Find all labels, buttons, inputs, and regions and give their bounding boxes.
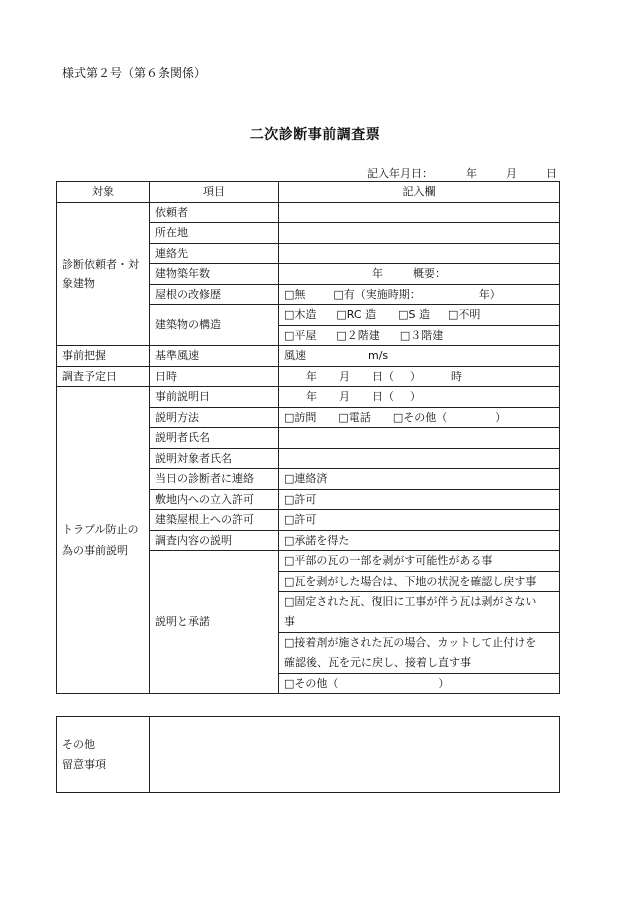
roof-yes-checkbox[interactable]: □有（実施時期：	[333, 287, 421, 301]
structure-steel-checkbox[interactable]: □S 造	[398, 308, 430, 321]
label-client: 依頼者	[150, 203, 279, 223]
survey-day: 日（	[372, 369, 394, 383]
field-prior-date[interactable]	[279, 387, 560, 408]
consent-item-3-line2: 事	[284, 615, 295, 628]
method-phone-checkbox[interactable]: □電話	[338, 410, 371, 424]
consent-item-other[interactable]	[279, 674, 560, 694]
field-client[interactable]	[279, 203, 560, 223]
category-trouble-prevention: トラブル防止の為の事前説明	[57, 387, 150, 694]
prior-month: 月	[339, 390, 350, 403]
label-site-entry: 敷地内への立入許可	[150, 490, 279, 510]
field-target-person[interactable]	[279, 449, 560, 469]
label-datetime: 日時	[150, 367, 279, 387]
field-structure-stories	[279, 326, 560, 346]
label-content-explained: 調査内容の説明	[150, 531, 279, 551]
label-explanation-consent: 説明と承諾	[150, 551, 279, 694]
consent-item-2[interactable]: □瓦を剥がした場合は、下地の状況を確認し戻す事	[279, 572, 560, 592]
other-notes-label-line2: 留意事項	[62, 757, 106, 771]
consent-item-4-line1: □接着剤が施された瓦の場合、カットして止付けを	[284, 636, 537, 649]
stories-one-checkbox[interactable]: □平屋	[284, 328, 317, 342]
survey-month: 月	[339, 369, 350, 383]
roof-none-checkbox[interactable]: □無	[284, 287, 306, 301]
other-notes-label	[57, 717, 150, 793]
consent-item-1[interactable]: □平部の瓦の一部を剥がす可能性がある事	[279, 551, 560, 572]
other-notes-field[interactable]	[150, 717, 560, 793]
consent-other-open: □その他（	[284, 676, 339, 690]
label-roof-permission: 建築屋根上への許可	[150, 510, 279, 531]
field-roof-history	[279, 285, 560, 305]
prior-day-close: ）	[410, 390, 421, 403]
label-wind-speed: 基準風速	[150, 346, 279, 367]
field-contact[interactable]	[279, 244, 560, 264]
label-target-person: 説明対象者氏名	[150, 449, 279, 469]
wind-speed-unit: m/s	[368, 349, 389, 362]
roof-permission-checkbox[interactable]: □許可	[279, 510, 560, 531]
form-number: 様式第２号（第６条関係）	[62, 66, 207, 80]
field-building-age[interactable]	[279, 264, 560, 285]
stories-two-checkbox[interactable]: □２階建	[336, 328, 380, 342]
consent-item-4-line2: 確認後、瓦を元に戻し、接着し直す事	[284, 656, 471, 669]
survey-day-close: ）	[410, 369, 421, 383]
stories-three-checkbox[interactable]: □３階建	[399, 328, 444, 342]
other-notes-label-line1: その他	[62, 737, 95, 751]
consent-item-3[interactable]	[279, 592, 560, 633]
label-structure: 建築物の構造	[150, 305, 279, 346]
entry-date-year: 年	[466, 167, 477, 180]
label-notify: 当日の診断者に連絡	[150, 469, 279, 490]
notify-checkbox[interactable]: □連絡済	[279, 469, 560, 490]
survey-table	[56, 181, 560, 694]
content-consent-checkbox[interactable]: □承諾を得た	[279, 531, 560, 551]
other-notes-table	[56, 716, 560, 793]
page-title: 二次診断事前調査票	[249, 127, 381, 143]
label-explainer: 説明者氏名	[150, 428, 279, 449]
header-item: 項目	[150, 182, 279, 203]
category-prior-grasp: 事前把握	[57, 346, 150, 367]
entry-date	[367, 165, 557, 181]
consent-other-close: ）	[438, 676, 450, 690]
label-building-age: 建物築年数	[150, 264, 279, 285]
survey-year: 年	[306, 369, 317, 383]
label-address: 所在地	[150, 223, 279, 244]
field-address[interactable]	[279, 223, 560, 244]
prior-day: 日（	[372, 390, 394, 403]
method-other-checkbox[interactable]: □その他（	[392, 410, 448, 424]
label-contact: 連絡先	[150, 244, 279, 264]
header-target: 対象	[57, 182, 150, 203]
building-age-summary: 概要：	[413, 267, 446, 280]
category-survey-date: 調査予定日	[57, 367, 150, 387]
prior-year: 年	[306, 390, 317, 403]
field-method	[279, 408, 560, 428]
field-structure-type	[279, 305, 560, 326]
structure-unknown-checkbox[interactable]: □不明	[447, 308, 481, 321]
roof-year: 年）	[478, 287, 501, 301]
header-entry: 記入欄	[279, 182, 560, 203]
method-other-close: ）	[495, 410, 507, 424]
entry-date-label: 記入年月日：	[367, 167, 433, 180]
method-visit-checkbox[interactable]: □訪問	[284, 410, 317, 424]
label-method: 説明方法	[150, 408, 279, 428]
consent-item-3-line1: □固定された瓦、復旧に工事が伴う瓦は剥がさない	[284, 595, 537, 608]
building-age-year: 年	[372, 267, 383, 280]
category-client-building: 診断依頼者・対象建物	[57, 203, 150, 346]
entry-date-day: 日	[546, 167, 557, 180]
field-explainer[interactable]	[279, 428, 560, 449]
consent-item-4[interactable]	[279, 633, 560, 674]
site-entry-checkbox[interactable]: □許可	[279, 490, 560, 510]
structure-wood-checkbox[interactable]: □木造	[284, 308, 317, 321]
wind-speed-label: 風速	[284, 349, 306, 362]
label-prior-date: 事前説明日	[150, 387, 279, 408]
field-datetime[interactable]	[279, 367, 560, 387]
label-roof-history: 屋根の改修歴	[150, 285, 279, 305]
survey-hour: 時	[451, 369, 462, 383]
field-wind-speed[interactable]	[279, 346, 560, 367]
structure-rc-checkbox[interactable]: □RC 造	[336, 308, 377, 321]
entry-date-month: 月	[506, 167, 517, 180]
